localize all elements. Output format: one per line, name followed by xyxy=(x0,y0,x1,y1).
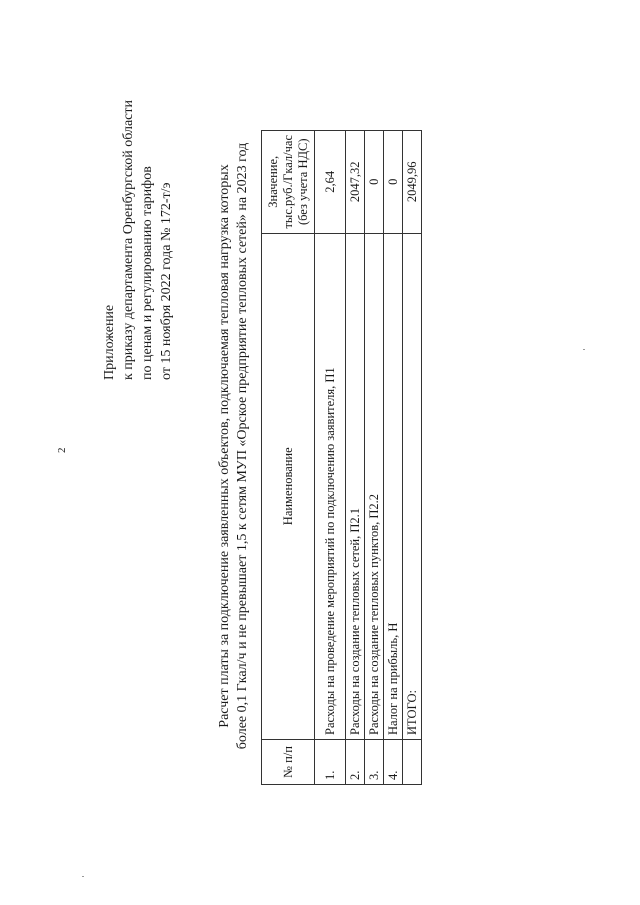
header-num: № п/п xyxy=(262,740,315,785)
fee-table-wrapper xyxy=(261,130,422,785)
title-line: более 0,1 Гкал/ч и не превышает 1,5 к сетям МУП «Орское предприятие тепловых сетей» на 2023 год xyxy=(235,142,250,750)
row-value: 2049,96 xyxy=(403,131,422,234)
title-line: Расчет платы за подключение заявленных объектов, подключаемая тепловая нагрузка которых xyxy=(217,164,232,728)
appendix-line: к приказу департамента Оренбургской области xyxy=(121,100,136,380)
table-row xyxy=(384,131,403,785)
row-value: 0 xyxy=(384,131,403,234)
row-num: 2. xyxy=(346,740,365,785)
row-num: 1. xyxy=(315,740,346,785)
row-name: Расходы на создание тепловых пунктов, П2.2 xyxy=(365,233,384,739)
header-value xyxy=(262,131,315,234)
header-value-line: (без учета НДС) xyxy=(295,138,310,226)
header-value-line: тыс.руб./Гкал/час xyxy=(280,135,295,229)
row-value: 2,64 xyxy=(315,131,346,234)
header-name: Наименование xyxy=(262,233,315,739)
table-row xyxy=(365,131,384,785)
table-row-total xyxy=(403,131,422,785)
row-name: Расходы на создание тепловых сетей, П2.1 xyxy=(346,233,365,739)
header-value-line: Значение, xyxy=(265,155,280,208)
row-name: Расходы на проведение мероприятий по подключению заявителя, П1 xyxy=(315,233,346,739)
row-value: 0 xyxy=(365,131,384,234)
row-name: Налог на прибыль, Н xyxy=(384,233,403,739)
table-row xyxy=(315,131,346,785)
scan-speck xyxy=(82,876,84,877)
row-num: 4. xyxy=(384,740,403,785)
appendix-block xyxy=(100,100,176,380)
appendix-line: Приложение xyxy=(102,304,117,380)
table-row xyxy=(346,131,365,785)
appendix-line: от 15 ноября 2022 года № 172-т/э xyxy=(159,182,174,380)
table-header-row xyxy=(262,131,315,785)
page-number: 2 xyxy=(56,447,68,453)
row-num xyxy=(403,740,422,785)
row-num: 3. xyxy=(365,740,384,785)
appendix-line: по ценам и регулированию тарифов xyxy=(140,166,155,380)
row-name: ИТОГО: xyxy=(403,233,422,739)
row-value: 2047,32 xyxy=(346,131,365,234)
fee-table xyxy=(261,130,422,785)
document-title xyxy=(216,132,252,760)
scan-speck xyxy=(583,349,585,350)
